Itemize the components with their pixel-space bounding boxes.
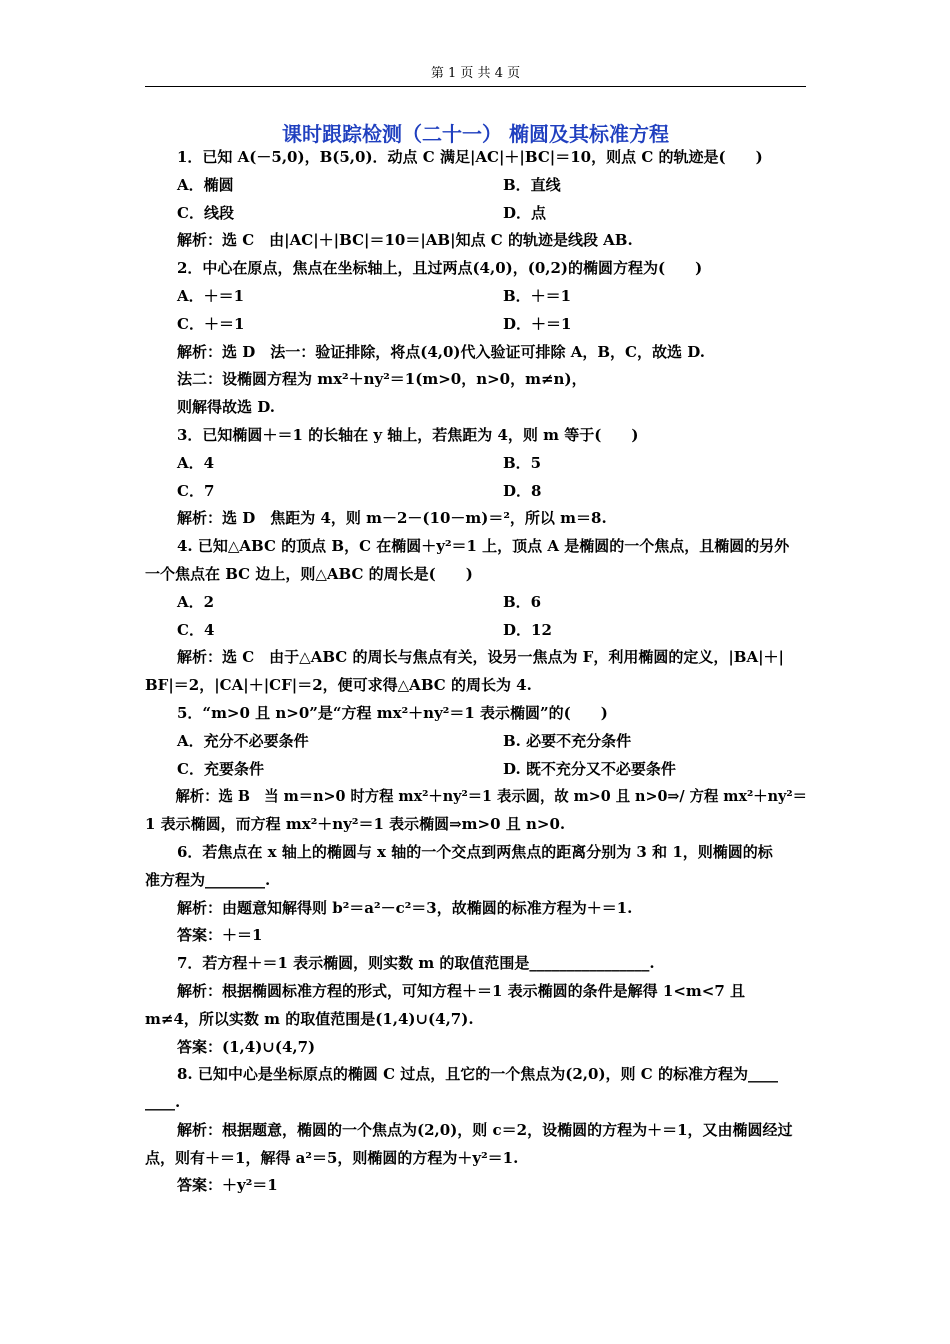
question-8-analysis-line-1: 解析：根据题意，椭圆的一个焦点为(2,0)，则 c＝2，设椭圆的方程为＋＝1，又由椭圆经过 [177,1120,793,1139]
question-7-answer: 答案：(1,4)∪(4,7) [177,1037,316,1056]
question-7-stem: 7．若方程＋＝1 表示椭圆，则实数 m 的取值范围是________________. [177,954,655,973]
question-6-answer: 答案：＋＝1 [177,926,263,945]
question-4-stem-line-2: 一个焦点在 BC 边上，则△ABC 的周长是( ) [145,564,473,583]
question-5-analysis-line-2: 1 表示椭圆，而方程 mx²＋ny²＝1 表示椭圆⇒m>0 且 n>0. [145,815,566,834]
question-6-stem-line-2: 准方程为________. [145,870,271,889]
option-c: C．＋＝1 [177,314,245,333]
page-title: 课时跟踪检测（二十一） 椭圆及其标准方程 [282,122,669,146]
option-a: A．椭圆 [177,175,234,194]
question-4-options-row-1 [145,589,807,617]
question-5-stem: 5．“m>0 且 n>0”是“方程 mx²＋ny²＝1 表示椭圆”的( ) [177,703,608,722]
option-c: C．4 [177,620,215,639]
option-b: B．＋＝1 [503,286,572,305]
question-5-options-row-2 [145,756,807,784]
question-4-analysis-line-1: 解析：选 C 由于△ABC 的周长与焦点有关，设另一焦点为 F，利用椭圆的定义，|BA|＋| [177,648,785,667]
question-3-stem: 3．已知椭圆＋＝1 的长轴在 y 轴上，若焦距为 4，则 m 等于( ) [177,425,639,444]
question-8-answer: 答案：＋y²＝1 [177,1176,278,1195]
option-a: A．2 [177,592,215,611]
option-d: D．12 [503,620,552,639]
option-c: C．线段 [177,203,234,222]
option-c: C．7 [177,481,215,500]
question-8-stem-line-2: ____. [145,1093,181,1112]
question-5-options-row-1 [145,728,807,756]
question-3-options-row-1 [145,450,807,478]
question-2-options-row-2 [145,311,807,339]
document-body [145,144,807,1200]
option-d: D．点 [503,203,547,222]
question-7-analysis-line-1: 解析：根据椭圆标准方程的形式，可知方程＋＝1 表示椭圆的条件是解得 1<m<7 且 [177,981,745,1000]
question-1-analysis: 解析：选 C 由|AC|＋|BC|＝10＝|AB|知点 C 的轨迹是线段 AB. [177,231,633,250]
question-2-options-row-1 [145,283,807,311]
option-b: B．5 [503,453,542,472]
option-b: B．直线 [503,175,561,194]
question-4-options-row-2 [145,617,807,645]
question-6-analysis: 解析：由题意知解得则 b²＝a²－c²＝3，故椭圆的标准方程为＋＝1. [177,898,633,917]
question-1-options-row-2 [145,200,807,228]
question-3-options-row-2 [145,478,807,506]
option-a: A．4 [177,453,215,472]
question-5-analysis-line-1: 解析：选 B 当 m＝n>0 时方程 mx²＋ny²＝1 表示圆，故 m>0 且 n>0⇒/ 方程 mx²＋ny²＝ [175,787,807,806]
page-number: 第 1 页 共 4 页 [430,66,521,81]
option-b: B. 必要不充分条件 [503,731,632,750]
question-8-stem-line-1: 8. 已知中心是坐标原点的椭圆 C 过点，且它的一个焦点为(2,0)，则 C 的标准方程为____ [177,1065,778,1084]
question-4-stem-line-1: 4. 已知△ABC 的顶点 B，C 在椭圆＋y²＝1 上，顶点 A 是椭圆的一个焦点，且椭圆的另外 [177,537,790,556]
question-8-analysis-line-2: 点，则有＋＝1，解得 a²＝5，则椭圆的方程为＋y²＝1. [145,1148,519,1167]
question-2-analysis-line-1: 解析：选 D 法一：验证排除，将点(4,0)代入验证可排除 A，B，C，故选 D. [177,342,705,361]
question-1-options-row-1 [145,172,807,200]
option-d: D. 既不充分又不必要条件 [503,759,676,778]
question-7-analysis-line-2: m≠4，所以实数 m 的取值范围是(1,4)∪(4,7). [145,1009,474,1028]
question-2-analysis-line-3: 则解得故选 D. [177,398,275,417]
question-2-stem: 2．中心在原点，焦点在坐标轴上，且过两点(4,0)，(0,2)的椭圆方程为( ) [177,259,703,278]
question-3-analysis: 解析：选 D 焦距为 4，则 m－2－(10－m)＝²，所以 m＝8. [177,509,607,528]
option-a: A．充分不必要条件 [177,731,309,750]
page-header [145,64,806,87]
option-d: D．＋＝1 [503,314,572,333]
question-1-stem: 1．已知 A(－5,0)，B(5,0)．动点 C 满足|AC|＋|BC|＝10，则点 C 的轨迹是( ) [177,148,763,166]
option-c: C．充要条件 [177,759,264,778]
option-b: B．6 [503,592,542,611]
option-d: D．8 [503,481,542,500]
question-4-analysis-line-2: BF|＝2，|CA|＋|CF|＝2，便可求得△ABC 的周长为 4. [145,676,532,695]
question-6-stem-line-1: 6．若焦点在 x 轴上的椭圆与 x 轴的一个交点到两焦点的距离分别为 3 和 1，则椭圆的标 [177,842,773,861]
option-a: A．＋＝1 [177,286,245,305]
question-2-analysis-line-2: 法二：设椭圆方程为 mx²＋ny²＝1(m>0，n>0，m≠n)， [177,370,587,389]
